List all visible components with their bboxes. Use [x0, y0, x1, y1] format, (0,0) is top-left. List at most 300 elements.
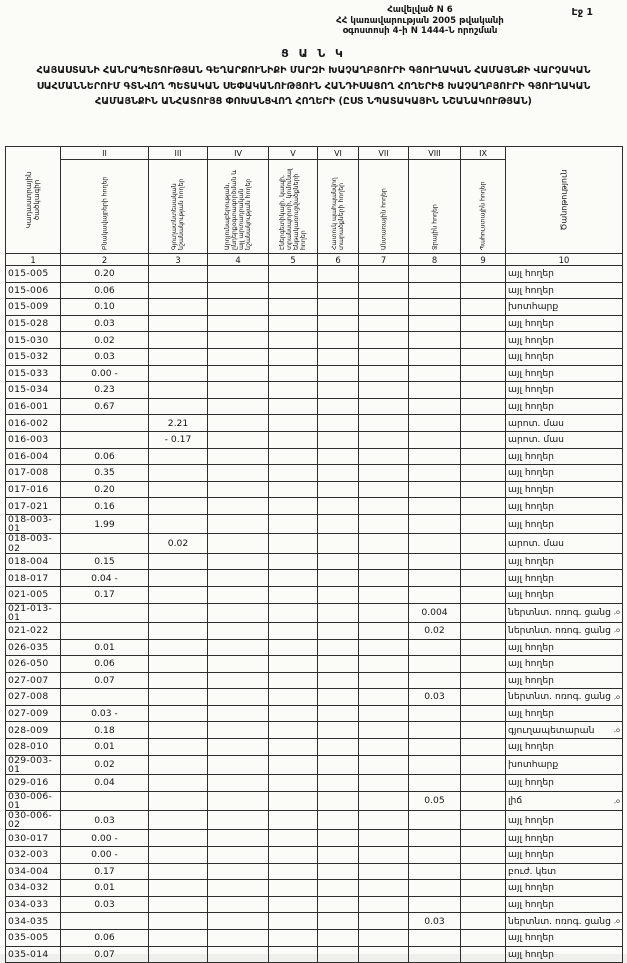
table-row [6, 315, 623, 332]
area-cell-col9 [461, 830, 506, 847]
note-wrap [508, 302, 620, 311]
annex-reference [290, 5, 550, 37]
area-cell-col8 [409, 315, 461, 332]
area-cell-col2: 0.03 [61, 348, 149, 365]
note-wrap [508, 369, 620, 378]
table-row [6, 913, 623, 930]
area-cell-col4 [208, 498, 269, 515]
cadastral-code-cell: 015-009 [6, 299, 61, 316]
area-cell-col9 [461, 739, 506, 756]
area-cell-col3 [149, 603, 208, 622]
area-cell-col4 [208, 398, 269, 415]
area-cell-col6 [318, 775, 359, 792]
area-cell-col5 [269, 348, 318, 365]
area-cell-col7 [359, 481, 409, 498]
cadastral-code-cell: 016-003 [6, 431, 61, 448]
area-cell-col7 [359, 534, 409, 553]
note-wrap [508, 574, 620, 583]
note-wrap [508, 590, 620, 599]
note-cell [506, 880, 623, 897]
area-cell-col5 [269, 739, 318, 756]
area-cell-col8 [409, 830, 461, 847]
area-cell-col8 [409, 946, 461, 963]
cadastral-code-cell: 018-004 [6, 553, 61, 570]
note-cell [506, 299, 623, 316]
area-cell-col3 [149, 830, 208, 847]
area-cell-col2 [61, 791, 149, 810]
note-text: այլ հողեր [508, 500, 554, 512]
area-cell-col9 [461, 755, 506, 774]
table-row [6, 448, 623, 465]
area-cell-col6 [318, 266, 359, 283]
area-cell-col4 [208, 365, 269, 382]
area-cell-col3 [149, 553, 208, 570]
header-col8 [409, 160, 461, 254]
note-cell [506, 570, 623, 587]
area-cell-col4 [208, 863, 269, 880]
note-annotation-mark: ,օ [613, 608, 620, 617]
area-cell-col5 [269, 382, 318, 399]
area-cell-col7 [359, 913, 409, 930]
area-cell-col3 [149, 586, 208, 603]
table-row [6, 847, 623, 864]
header-col7-label: Անտառային հողեր [379, 187, 387, 250]
roman-numeral-cell: IV [208, 147, 269, 160]
area-cell-col4 [208, 266, 269, 283]
cadastral-code-cell: 017-008 [6, 465, 61, 482]
area-cell-col3 [149, 282, 208, 299]
column-number-cell: 10 [506, 254, 623, 266]
area-cell-col2: 0.03 [61, 811, 149, 830]
table-row [6, 534, 623, 553]
area-cell-col6 [318, 431, 359, 448]
note-wrap [508, 402, 620, 411]
area-cell-col7 [359, 639, 409, 656]
area-cell-col2: 1.99 [61, 514, 149, 533]
table-row [6, 586, 623, 603]
header-cadastral-code [6, 147, 61, 254]
area-cell-col3: 2.21 [149, 415, 208, 432]
note-wrap [508, 900, 620, 909]
cadastral-code-cell: 018-003-02 [6, 534, 61, 553]
area-cell-col8 [409, 465, 461, 482]
table-row [6, 348, 623, 365]
area-cell-col8 [409, 514, 461, 533]
area-cell-col3 [149, 315, 208, 332]
note-text: այլ հողեր [508, 814, 554, 826]
note-cell [506, 415, 623, 432]
area-cell-col6 [318, 705, 359, 722]
area-cell-col5 [269, 332, 318, 349]
area-cell-col8 [409, 266, 461, 283]
area-cell-col4 [208, 382, 269, 399]
cadastral-code-cell: 029-003-01 [6, 755, 61, 774]
area-cell-col6 [318, 863, 359, 880]
area-cell-col4 [208, 672, 269, 689]
area-cell-col7 [359, 755, 409, 774]
note-cell [506, 930, 623, 947]
area-cell-col6 [318, 299, 359, 316]
area-cell-col8 [409, 672, 461, 689]
note-text: այլ հողեր [508, 450, 554, 462]
area-cell-col9 [461, 622, 506, 639]
cadastral-code-cell: 030-006-01 [6, 791, 61, 810]
area-cell-col5 [269, 514, 318, 533]
area-cell-col7 [359, 498, 409, 515]
table-row [6, 896, 623, 913]
area-cell-col8 [409, 365, 461, 382]
cadastral-code-cell: 017-021 [6, 498, 61, 515]
area-cell-col8 [409, 415, 461, 432]
area-cell-col3 [149, 348, 208, 365]
note-text: այլ հողեր [508, 777, 554, 789]
area-cell-col6 [318, 913, 359, 930]
area-cell-col7 [359, 315, 409, 332]
note-annotation-mark: ,օ [613, 726, 620, 734]
area-cell-col6 [318, 570, 359, 587]
note-text: այլ հողեր [508, 572, 554, 584]
note-text: լիճ [508, 795, 523, 807]
note-cell [506, 603, 623, 622]
page-number: Էջ 1 [571, 7, 593, 18]
area-cell-col4 [208, 847, 269, 864]
area-cell-col3 [149, 622, 208, 639]
cadastral-code-cell: 029-016 [6, 775, 61, 792]
note-cell [506, 348, 623, 365]
area-cell-col4 [208, 622, 269, 639]
note-wrap [508, 742, 620, 751]
area-cell-col6 [318, 481, 359, 498]
area-cell-col7 [359, 514, 409, 533]
note-cell [506, 514, 623, 533]
note-cell [506, 689, 623, 706]
area-cell-col7 [359, 896, 409, 913]
area-cell-col6 [318, 622, 359, 639]
roman-numeral-cell: IX [461, 147, 506, 160]
area-cell-col8 [409, 739, 461, 756]
area-cell-col3 [149, 689, 208, 706]
area-cell-col3 [149, 722, 208, 739]
area-cell-col2: 0.07 [61, 946, 149, 963]
area-cell-col8 [409, 847, 461, 864]
area-cell-col4 [208, 755, 269, 774]
area-cell-col4 [208, 465, 269, 482]
note-wrap [508, 917, 620, 926]
table-row [6, 514, 623, 533]
note-text: այլ հողեր [508, 708, 554, 720]
note-text: այլ հողեր [508, 948, 554, 960]
area-cell-col8: 0.03 [409, 689, 461, 706]
area-cell-col3 [149, 365, 208, 382]
cadastral-code-cell: 016-001 [6, 398, 61, 415]
note-wrap [508, 816, 620, 825]
note-wrap [508, 452, 620, 461]
area-cell-col3 [149, 481, 208, 498]
table-row [6, 332, 623, 349]
area-cell-col7 [359, 863, 409, 880]
area-cell-col3 [149, 705, 208, 722]
area-cell-col5 [269, 553, 318, 570]
note-cell [506, 672, 623, 689]
cadastral-code-cell: 035-014 [6, 946, 61, 963]
area-cell-col9 [461, 498, 506, 515]
note-wrap [508, 468, 620, 477]
area-cell-col5 [269, 775, 318, 792]
area-cell-col3 [149, 847, 208, 864]
cadastral-code-cell: 027-007 [6, 672, 61, 689]
header-col4-label: Արդյունաբերության, ընդերքօգտագործման և այլ արտադրական նշանակության հողեր [223, 169, 253, 250]
column-number-cell: 2 [61, 254, 149, 266]
cadastral-code-cell: 015-005 [6, 266, 61, 283]
note-wrap [508, 319, 620, 328]
note-wrap [508, 286, 620, 295]
note-cell [506, 534, 623, 553]
area-cell-col8 [409, 282, 461, 299]
note-cell [506, 847, 623, 864]
area-cell-col7 [359, 656, 409, 673]
area-cell-col2 [61, 622, 149, 639]
area-cell-col7 [359, 348, 409, 365]
area-cell-col6 [318, 398, 359, 415]
table-row [6, 739, 623, 756]
note-text: այլ հողեր [508, 849, 554, 861]
note-cell [506, 705, 623, 722]
annex-line-3: օգոստոսի 4-ի N 1444-Ն որոշման [342, 26, 498, 37]
area-cell-col3 [149, 913, 208, 930]
table-body [6, 266, 623, 963]
note-cell [506, 365, 623, 382]
area-cell-col9 [461, 299, 506, 316]
area-cell-col9 [461, 534, 506, 553]
area-cell-col6 [318, 348, 359, 365]
area-cell-col5 [269, 930, 318, 947]
area-cell-col7 [359, 586, 409, 603]
note-text: արոտ. մաս [508, 417, 564, 429]
area-cell-col3 [149, 514, 208, 533]
area-cell-col2 [61, 431, 149, 448]
area-cell-col4 [208, 913, 269, 930]
roman-numeral-cell: V [269, 147, 318, 160]
area-cell-col9 [461, 586, 506, 603]
area-cell-col7 [359, 266, 409, 283]
area-cell-col2: 0.03 - [61, 705, 149, 722]
cadastral-code-cell: 034-035 [6, 913, 61, 930]
area-cell-col2: 0.35 [61, 465, 149, 482]
area-cell-col9 [461, 570, 506, 587]
header-col3-label: Գյուղատնտեսական նշանակության հողեր [170, 178, 185, 250]
table-row [6, 930, 623, 947]
area-cell-col2: 0.15 [61, 553, 149, 570]
note-wrap [508, 502, 620, 511]
area-cell-col2: 0.17 [61, 586, 149, 603]
note-wrap [508, 950, 620, 959]
table-row [6, 553, 623, 570]
note-text: այլ հողեր [508, 899, 554, 911]
area-cell-col6 [318, 415, 359, 432]
cadastral-code-cell: 018-003-01 [6, 514, 61, 533]
area-cell-col3 [149, 672, 208, 689]
area-cell-col2: 0.20 [61, 481, 149, 498]
roman-numeral-cell: VII [359, 147, 409, 160]
area-cell-col7 [359, 830, 409, 847]
note-text: այլ հողեր [508, 641, 554, 653]
note-wrap [508, 850, 620, 859]
area-cell-col9 [461, 398, 506, 415]
area-cell-col3 [149, 465, 208, 482]
table-row [6, 415, 623, 432]
area-cell-col9 [461, 514, 506, 533]
note-wrap [508, 385, 620, 394]
table-row [6, 880, 623, 897]
area-cell-col2: 0.10 [61, 299, 149, 316]
table-row [6, 431, 623, 448]
area-cell-col6 [318, 365, 359, 382]
area-cell-col3 [149, 775, 208, 792]
area-cell-col9 [461, 282, 506, 299]
note-text: այլ հողեր [508, 400, 554, 412]
area-cell-col9 [461, 639, 506, 656]
area-cell-col5 [269, 315, 318, 332]
area-cell-col7 [359, 448, 409, 465]
cadastral-code-cell: 026-050 [6, 656, 61, 673]
cadastral-code-cell: 030-017 [6, 830, 61, 847]
area-cell-col8 [409, 448, 461, 465]
cadastral-code-cell: 034-004 [6, 863, 61, 880]
table-row [6, 299, 623, 316]
annex-line-2: ՀՀ կառավարության 2005 թվականի [336, 15, 504, 26]
area-cell-col8 [409, 880, 461, 897]
area-cell-col5 [269, 586, 318, 603]
area-cell-col4 [208, 656, 269, 673]
area-cell-col2 [61, 689, 149, 706]
area-cell-col6 [318, 946, 359, 963]
note-annotation-mark: ,օ [613, 626, 620, 635]
area-cell-col5 [269, 415, 318, 432]
note-text: արոտ. մաս [508, 537, 564, 549]
note-cell [506, 811, 623, 830]
cadastral-code-cell: 021-005 [6, 586, 61, 603]
area-cell-col3 [149, 382, 208, 399]
cadastral-code-cell: 015-030 [6, 332, 61, 349]
note-cell [506, 863, 623, 880]
area-cell-col2: 0.06 [61, 448, 149, 465]
area-cell-col6 [318, 791, 359, 810]
area-cell-col2: 0.67 [61, 398, 149, 415]
cadastral-code-cell: 028-009 [6, 722, 61, 739]
area-cell-col4 [208, 880, 269, 897]
area-cell-col8 [409, 775, 461, 792]
area-cell-col7 [359, 365, 409, 382]
note-cell [506, 282, 623, 299]
area-cell-col9 [461, 722, 506, 739]
area-cell-col3 [149, 656, 208, 673]
area-cell-col8 [409, 553, 461, 570]
area-cell-col4 [208, 415, 269, 432]
note-wrap [508, 778, 620, 787]
area-cell-col9 [461, 415, 506, 432]
note-text: այլ հողեր [508, 658, 554, 670]
area-cell-col2: 0.06 [61, 282, 149, 299]
table-row [6, 266, 623, 283]
area-cell-col6 [318, 811, 359, 830]
area-cell-col5 [269, 498, 318, 515]
area-cell-col5 [269, 481, 318, 498]
area-cell-col3 [149, 811, 208, 830]
area-cell-col8 [409, 863, 461, 880]
cadastral-code-cell: 035-005 [6, 930, 61, 947]
area-cell-col9 [461, 448, 506, 465]
area-cell-col3 [149, 755, 208, 774]
area-cell-col3: 0.02 [149, 534, 208, 553]
area-cell-col6 [318, 639, 359, 656]
area-cell-col2: 0.01 [61, 739, 149, 756]
area-cell-col3 [149, 332, 208, 349]
area-cell-col2: 0.04 - [61, 570, 149, 587]
header-col5 [269, 160, 318, 254]
cadastral-code-cell: 032-003 [6, 847, 61, 864]
area-cell-col7 [359, 811, 409, 830]
header-notes-label: Ծանոթություն [559, 169, 569, 231]
table-row [6, 705, 623, 722]
note-text: այլ հողեր [508, 384, 554, 396]
note-wrap [508, 485, 620, 494]
list-heading: Ց Ա Ն Կ [281, 47, 346, 60]
cadastral-code-cell: 016-002 [6, 415, 61, 432]
header-col7 [359, 160, 409, 254]
note-wrap [508, 336, 620, 345]
area-cell-col5 [269, 465, 318, 482]
area-cell-col5 [269, 722, 318, 739]
area-cell-col8 [409, 431, 461, 448]
area-cell-col4 [208, 514, 269, 533]
area-cell-col5 [269, 570, 318, 587]
note-text: այլ հողեր [508, 367, 554, 379]
note-cell [506, 946, 623, 963]
area-cell-col3 [149, 739, 208, 756]
area-cell-col5 [269, 365, 318, 382]
area-cell-col8 [409, 382, 461, 399]
area-cell-col9 [461, 603, 506, 622]
area-cell-col6 [318, 603, 359, 622]
area-cell-col8 [409, 534, 461, 553]
area-cell-col5 [269, 913, 318, 930]
area-cell-col7 [359, 791, 409, 810]
note-text: այլ հողեր [508, 284, 554, 296]
table-row [6, 775, 623, 792]
area-cell-col7 [359, 465, 409, 482]
area-cell-col4 [208, 570, 269, 587]
area-cell-col5 [269, 946, 318, 963]
note-text: այլ հողեր [508, 268, 554, 280]
cadastral-code-cell: 015-032 [6, 348, 61, 365]
area-cell-col2 [61, 913, 149, 930]
area-cell-col7 [359, 672, 409, 689]
area-cell-col6 [318, 847, 359, 864]
area-cell-col7 [359, 282, 409, 299]
cadastral-code-cell: 026-035 [6, 639, 61, 656]
column-number-cell: 4 [208, 254, 269, 266]
area-cell-col4 [208, 896, 269, 913]
area-cell-col5 [269, 672, 318, 689]
area-cell-col6 [318, 514, 359, 533]
cadastral-code-cell: 021-022 [6, 622, 61, 639]
area-cell-col8 [409, 639, 461, 656]
area-cell-col4 [208, 448, 269, 465]
area-cell-col7 [359, 382, 409, 399]
area-cell-col2: 0.17 [61, 863, 149, 880]
area-cell-col2 [61, 534, 149, 553]
cadastral-code-cell: 034-032 [6, 880, 61, 897]
